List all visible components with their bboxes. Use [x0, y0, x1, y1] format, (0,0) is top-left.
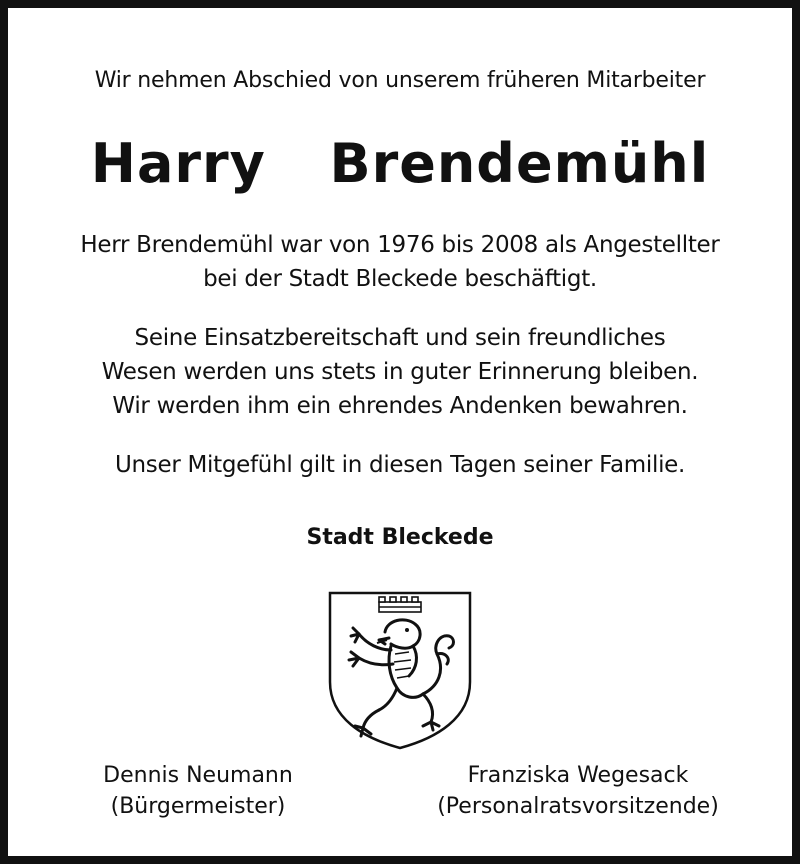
employment-line-2: bei der Stadt Bleckede beschäftigt. — [203, 266, 597, 292]
signatory-mayor — [88, 760, 308, 822]
employment-paragraph — [8, 228, 792, 296]
tribute-line-2: Wesen werden uns stets in guter Erinnerung bleiben. — [101, 359, 699, 385]
signatory-name: Franziska Wegesack — [467, 763, 689, 788]
deceased-name: Harry Brendemühl — [90, 132, 710, 195]
tribute-paragraph — [8, 321, 792, 423]
sender-name: Stadt Bleckede — [306, 525, 494, 550]
tribute-line-3: Wir werden ihm ein ehrendes Andenken bewahren. — [112, 393, 688, 419]
signatory-name: Dennis Neumann — [103, 763, 293, 788]
signatory-staff-council — [418, 760, 738, 822]
signatory-role: (Personalratsvorsitzende) — [437, 794, 719, 819]
condolence-text: Unser Mitgefühl gilt in diesen Tagen seiner Familie. — [114, 452, 686, 478]
signatory-role: (Bürgermeister) — [110, 794, 286, 819]
intro-text: Wir nehmen Abschied von unserem früheren Mitarbeiter — [94, 68, 706, 93]
lion-coat-of-arms-icon — [327, 590, 473, 750]
tribute-line-1: Seine Einsatzbereitschaft und sein freundliches — [134, 325, 666, 351]
employment-line-1: Herr Brendemühl war von 1976 bis 2008 als Angestellter — [80, 232, 720, 258]
